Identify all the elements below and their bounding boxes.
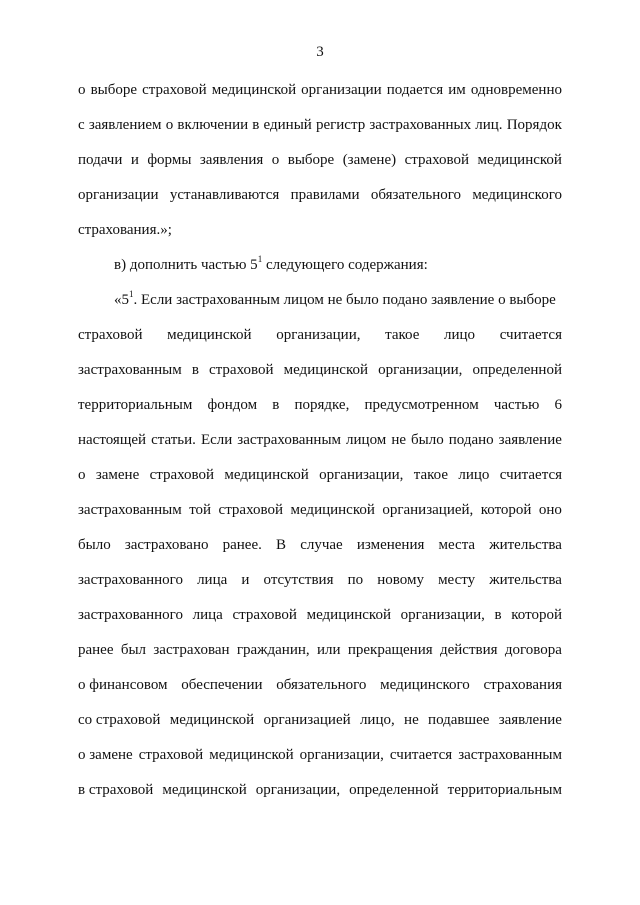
word: договора: [504, 642, 562, 658]
word: лицо,: [359, 712, 395, 728]
word: Если: [200, 432, 233, 448]
word: было: [411, 432, 444, 448]
word: застрахованных: [369, 117, 472, 133]
text-line: [78, 570, 562, 590]
word: организации,: [378, 362, 463, 378]
word: лицо: [444, 327, 476, 343]
word: такое: [413, 467, 449, 483]
word: такое: [385, 327, 420, 343]
superscript: 1: [129, 289, 134, 299]
word: лица: [192, 607, 223, 623]
word: им: [448, 82, 466, 98]
word: застрахованного: [78, 572, 183, 588]
word: с: [78, 117, 85, 133]
word: обязательного: [370, 187, 462, 203]
word: организации: [301, 82, 382, 98]
text-line: [114, 290, 556, 310]
word: не: [404, 712, 419, 728]
word: Порядок: [506, 117, 562, 133]
word: лица: [197, 572, 228, 588]
word: страхования: [483, 677, 562, 693]
word: единый: [263, 117, 312, 133]
text-line: [78, 430, 562, 450]
word: лицом: [346, 432, 387, 448]
word: страховой: [149, 467, 215, 483]
text-line: [78, 185, 562, 205]
word: новому: [377, 572, 424, 588]
page-number: 3: [316, 44, 324, 60]
word: устанавливаются: [169, 187, 280, 203]
word: В: [276, 537, 287, 553]
word: страховой: [209, 362, 274, 378]
word: организацией: [263, 712, 351, 728]
word: выборе: [90, 82, 138, 98]
word: отсутствия: [263, 572, 334, 588]
word: предусмотренном: [364, 397, 479, 413]
word: организации,: [299, 747, 384, 763]
instruction-text: следующего содержания:: [262, 257, 428, 273]
text-line: [78, 150, 562, 170]
word: и: [130, 152, 139, 168]
word: медицинской: [224, 467, 309, 483]
word: был: [120, 642, 147, 658]
word: по: [347, 572, 364, 588]
word: лицо: [458, 467, 490, 483]
word: было: [78, 537, 111, 553]
word: настоящей: [78, 432, 147, 448]
word: о замене: [78, 747, 133, 763]
word: о финансовом: [78, 677, 168, 693]
word: в: [494, 607, 502, 623]
word: медицинской: [211, 82, 297, 98]
word: места: [438, 537, 476, 553]
word: которой: [511, 607, 562, 623]
text-line: [78, 675, 562, 695]
text-line: [78, 360, 562, 380]
word: выборе: [287, 152, 335, 168]
word: застрахован: [153, 642, 230, 658]
text-line: [78, 115, 562, 135]
word: страховой: [232, 607, 297, 623]
word: страховой: [138, 747, 204, 763]
word: страховой: [218, 502, 284, 518]
word: месту: [438, 572, 476, 588]
word: в: [252, 117, 260, 133]
word: подается: [386, 82, 444, 98]
line-text: . Если застрахованным лицом не было подано заявление о выборе: [133, 292, 556, 308]
word: определенной: [349, 782, 439, 798]
word: застрахованным: [237, 432, 342, 448]
word: лиц.: [475, 117, 503, 133]
word: формы: [147, 152, 192, 168]
word: о: [271, 152, 280, 168]
word: территориальным: [78, 397, 193, 413]
word: в: [272, 397, 280, 413]
word: медицинской: [169, 712, 255, 728]
text-line: [78, 780, 562, 800]
word: заявление: [498, 712, 562, 728]
word: медицинского: [472, 187, 562, 203]
word: оно: [538, 502, 562, 518]
word: гражданин,: [236, 642, 310, 658]
word: фондом: [207, 397, 258, 413]
word: той: [189, 502, 212, 518]
word: страховой: [78, 327, 143, 343]
word: территориальным: [447, 782, 562, 798]
word: о: [78, 82, 86, 98]
word: считается: [499, 467, 562, 483]
word: в страховой: [78, 782, 154, 798]
word: организации,: [255, 782, 341, 798]
word: заявлением: [88, 117, 162, 133]
word: о: [165, 117, 174, 133]
word: организацией,: [382, 502, 474, 518]
word: застрахованным: [78, 362, 182, 378]
word: заявление: [498, 432, 562, 448]
word: заявления: [199, 152, 264, 168]
text-line: [78, 535, 562, 555]
word: определенной: [472, 362, 562, 378]
word: обеспечении: [181, 677, 263, 693]
word: организации,: [276, 327, 361, 343]
text-line: [78, 465, 562, 485]
word: организации: [78, 187, 159, 203]
text-line: [78, 640, 562, 660]
word: ранее: [78, 642, 114, 658]
word: медицинской: [209, 747, 294, 763]
word: частью: [493, 397, 540, 413]
word: ранее.: [222, 537, 262, 553]
word: замене: [95, 467, 140, 483]
word: правилами: [290, 187, 360, 203]
quote-prefix: «5: [114, 292, 129, 308]
word: порядке,: [294, 397, 350, 413]
instruction-text: в) дополнить частью 5: [114, 257, 258, 273]
word: случае: [300, 537, 343, 553]
word: считается: [389, 747, 453, 763]
word: изменения: [356, 537, 425, 553]
word: медицинской: [306, 607, 391, 623]
word: включении: [177, 117, 249, 133]
word: медицинского: [380, 677, 470, 693]
word: которой: [480, 502, 532, 518]
word: одновременно: [470, 82, 562, 98]
word: застраховано: [124, 537, 209, 553]
word: жительства: [489, 537, 562, 553]
text-line: [78, 745, 562, 765]
word: застрахованным: [78, 502, 182, 518]
text-line: [78, 80, 562, 100]
word: статьи.: [151, 432, 196, 448]
word: со страховой: [78, 712, 161, 728]
word: о: [78, 467, 86, 483]
word: в: [191, 362, 199, 378]
word: подано: [448, 432, 494, 448]
word: считается: [499, 327, 562, 343]
word: регистр: [315, 117, 366, 133]
superscript: 1: [257, 254, 263, 264]
word: застрахованным: [458, 747, 562, 763]
word: страховой: [404, 152, 470, 168]
word: 6: [554, 397, 562, 413]
text-line: [78, 325, 562, 345]
word: подачи: [78, 152, 123, 168]
word: жительства: [489, 572, 562, 588]
word: подавшее: [428, 712, 490, 728]
text-line: [78, 605, 562, 625]
word: организации,: [319, 467, 404, 483]
text-line: [78, 710, 562, 730]
word: страховой: [142, 82, 207, 98]
amendment-instruction: [114, 255, 428, 275]
text-line: [78, 395, 562, 415]
text-line: страхования.»;: [78, 222, 172, 238]
word: застрахованного: [78, 607, 183, 623]
word: медицинской: [477, 152, 562, 168]
word: медицинской: [290, 502, 375, 518]
word: (замене): [342, 152, 397, 168]
word: обязательного: [276, 677, 367, 693]
word: или: [316, 642, 341, 658]
text-line: [78, 500, 562, 520]
word: медицинской: [167, 327, 252, 343]
word: медицинской: [283, 362, 369, 378]
word: медицинской: [162, 782, 247, 798]
word: действия: [439, 642, 498, 658]
word: и: [241, 572, 250, 588]
word: не: [391, 432, 406, 448]
word: прекращения: [347, 642, 433, 658]
word: организации,: [400, 607, 485, 623]
